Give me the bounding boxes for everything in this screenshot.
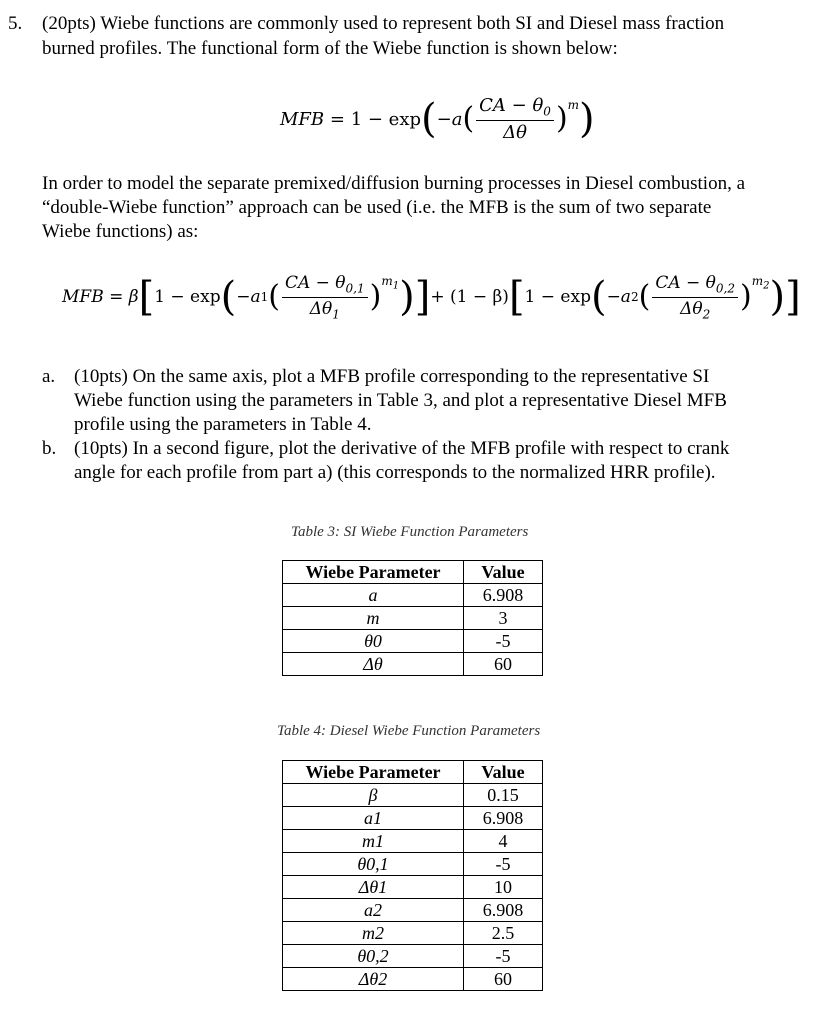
eq2-num2: CA − θ [655,273,716,294]
eq2-neg-a2: −a [606,287,631,307]
table3-caption: Table 3: SI Wiebe Function Parameters [291,524,529,540]
table-row [283,922,543,945]
eq2-fraction-2 [652,273,738,321]
eq2-den1-sub: 1 [332,306,340,321]
table4-header-param: Wiebe Parameter [283,761,464,784]
para-line-2: “double-Wiebe function” approach can be used (i.e. the MFB is the sum of two separate [42,197,712,218]
table4-value: 10 [464,876,543,899]
eq2-bracket-close-1: ] [414,274,431,320]
eq1-inner-paren-close: ) [555,101,568,136]
question-line-2: burned profiles. The functional form of the Wiebe function is shown below: [42,38,618,59]
table-row [283,607,543,630]
eq2-num2-sub: 0,2 [715,281,735,296]
table4-value: -5 [464,945,543,968]
table4 [282,760,543,991]
table3-value: 6.908 [464,584,543,607]
table3-header-value: Value [464,561,543,584]
eq1-num-sub: 0 [543,104,551,119]
table-row [283,945,543,968]
eq1-lhs: MFB [280,108,325,130]
table3-param: a [283,584,464,607]
eq2-num1-sub: 0,1 [345,281,365,296]
wiebe-equation [280,84,595,154]
table3-param: m [283,607,464,630]
table4-param: a2 [283,899,464,922]
eq2-inner-open-2: ( [638,279,651,314]
table4-param: θ0,1 [283,853,464,876]
eq2-exp1-sub: 1 [392,280,400,292]
table3-header-param: Wiebe Parameter [283,561,464,584]
table-row [283,899,543,922]
table4-param: a1 [283,807,464,830]
eq2-neg-a1: −a [236,287,261,307]
table4-value: 6.908 [464,899,543,922]
table-row [283,853,543,876]
eq2-one-minus-exp-1: 1 − exp [154,287,221,307]
para-line-3: Wiebe functions) as: [42,221,199,242]
double-wiebe-equation [62,262,801,332]
eq2-num1: CA − θ [284,273,346,294]
table4-param: Δθ1 [283,876,464,899]
table-row [283,968,543,991]
table-row [283,876,543,899]
table3 [282,560,543,676]
table4-param: m2 [283,922,464,945]
eq2-exp1: m [381,274,393,289]
table-row [283,584,543,607]
table3-param: θ0 [283,630,464,653]
eq2-inner-close-1: ) [369,279,382,314]
eq2-a2-sub: 2 [630,290,639,304]
eq2-fraction-1 [282,273,368,321]
part-a-label: a. [42,366,56,387]
table4-param: Δθ2 [283,968,464,991]
eq2-paren-open-1: ( [220,274,237,320]
eq1-inner-paren-open: ( [462,101,475,136]
eq1-exp: m [567,98,580,112]
eq1-a: −a [436,108,463,130]
eq2-one-minus-exp-2: 1 − exp [524,287,591,307]
table4-param: β [283,784,464,807]
part-b-label: b. [42,438,57,459]
table4-value: -5 [464,853,543,876]
eq2-paren-close-2: ) [769,274,786,320]
eq2-lhs: MFB = β [62,287,139,307]
eq1-eq: = 1 − exp [329,108,421,130]
eq2-inner-open-1: ( [268,279,280,314]
part-a-line-3: profile using the parameters in Table 4. [74,414,372,435]
table4-value: 6.908 [464,807,543,830]
eq1-num: CA − θ [479,95,544,117]
eq2-mid: + (1 − β) [430,287,509,307]
table-row [283,784,543,807]
eq2-bracket-open-1: [ [138,274,155,320]
table3-value: -5 [464,630,543,653]
table4-value: 4 [464,830,543,853]
eq1-den: Δθ [503,121,527,143]
eq2-inner-close-2: ) [739,279,752,314]
table-row [283,830,543,853]
eq2-a1-sub: 1 [260,290,269,304]
part-a-line-2: Wiebe function using the parameters in Table 3, and plot a representative Diesel MFB [74,390,727,411]
table3-value: 3 [464,607,543,630]
eq2-den2: Δθ [680,298,703,319]
eq2-den1: Δθ [309,298,333,319]
table3-param: Δθ [283,653,464,676]
table-row [283,630,543,653]
table3-value: 60 [464,653,543,676]
eq2-den2-sub: 2 [702,306,711,321]
question-line-1: (20pts) Wiebe functions are commonly used to represent both SI and Diesel mass fraction [42,13,725,34]
table4-value: 0.15 [464,784,543,807]
eq1-paren-close: ) [579,96,595,142]
eq2-exp2-sub: 2 [763,280,770,292]
table-row [283,807,543,830]
eq2-bracket-close-2: ] [785,274,801,320]
question-number: 5. [8,13,23,34]
eq2-paren-open-2: ( [590,274,607,320]
table4-value: 60 [464,968,543,991]
table4-value: 2.5 [464,922,543,945]
eq1-fraction [476,95,554,143]
part-b-line-2: angle for each profile from part a) (this corresponds to the normalized HRR profile). [74,462,716,483]
table4-caption: Table 4: Diesel Wiebe Function Parameters [277,723,541,739]
table-row [283,653,543,676]
eq1-paren-open: ( [421,96,437,142]
part-b-line-1: (10pts) In a second figure, plot the derivative of the MFB profile with respect to crank [74,438,730,459]
eq2-exp2: m [751,274,764,289]
eq2-bracket-open-2: [ [508,274,525,320]
table4-param: θ0,2 [283,945,464,968]
part-a-line-1: (10pts) On the same axis, plot a MFB profile corresponding to the representative SI [74,366,710,387]
table4-header-value: Value [464,761,543,784]
eq2-paren-close-1: ) [399,274,415,320]
para-line-1: In order to model the separate premixed/diffusion burning processes in Diesel combustion, a [42,173,745,194]
table4-param: m1 [283,830,464,853]
